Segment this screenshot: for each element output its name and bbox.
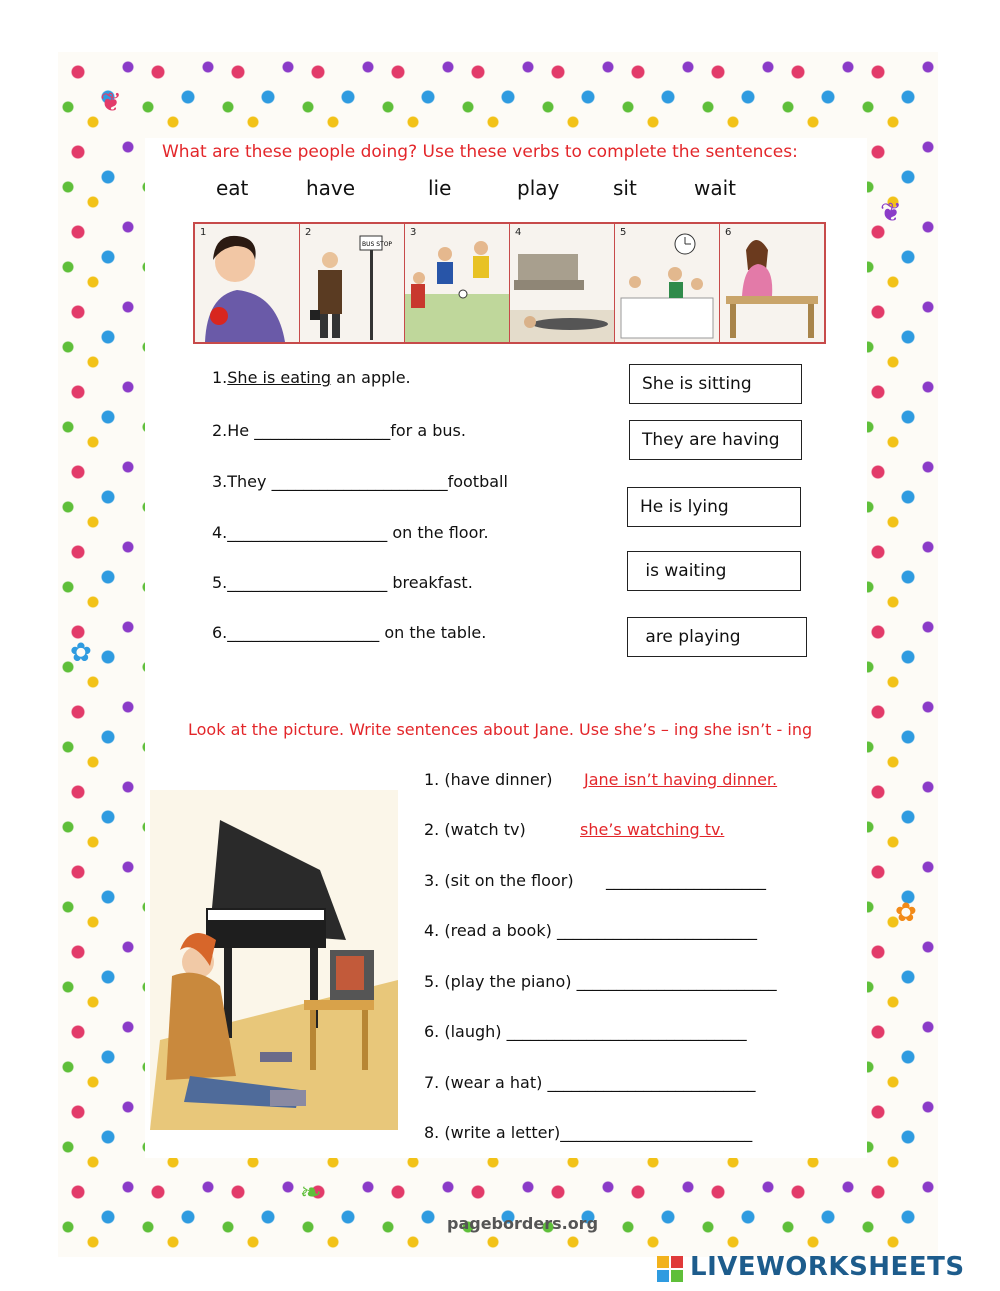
sentence-end: on the table. [379, 623, 487, 642]
butterfly-icon: ❦ [880, 198, 902, 228]
answer-box-they-are-having[interactable]: They are having [629, 420, 802, 460]
woman-eating-apple-illustration [195, 224, 299, 342]
panel-number: 4 [515, 227, 522, 238]
section2-instruction: Look at the picture. Write sentences about Jane. Use she’s – ing she isn’t - ing [188, 720, 813, 739]
item-prompt: 7. (wear a hat) [424, 1073, 543, 1092]
brand-name: LIVEWORKSHEETS [690, 1252, 965, 1282]
item-7 [424, 1073, 755, 1092]
verb-sit: sit [613, 176, 637, 200]
answer-blank-item-5[interactable]: _________________________ [576, 972, 777, 991]
item-8 [424, 1123, 752, 1142]
flower-icon: ✿ [70, 638, 92, 668]
verb-wait: wait [694, 176, 737, 200]
answer-box-are-playing[interactable]: are playing [627, 617, 807, 657]
man-lying-floor-illustration [510, 224, 614, 342]
man-waiting-bus-illustration [300, 224, 404, 342]
butterfly-icon: ❦ [100, 88, 122, 118]
item-prompt: 8. (write a letter) [424, 1123, 561, 1142]
answer-blank-6[interactable]: ___________________ [227, 623, 380, 642]
item-1 [424, 770, 778, 789]
panel-number: 5 [620, 227, 627, 238]
sentence-end: on the floor. [387, 523, 489, 542]
verb-eat: eat [216, 176, 249, 200]
section1-instruction: What are these people doing? Use these verbs to complete the sentences: [162, 142, 798, 162]
panel-number: 1 [200, 227, 207, 238]
sentence-start: 2.He [212, 421, 255, 440]
picture-panel-5 [615, 224, 720, 342]
boys-playing-football-illustration [405, 224, 509, 342]
verb-lie: lie [428, 176, 452, 200]
verb-play: play [517, 176, 560, 200]
sentence-2 [212, 421, 466, 440]
picture-strip [193, 222, 826, 344]
answer-text-1[interactable]: Jane isn’t having dinner. [584, 770, 778, 789]
item-4 [424, 921, 757, 940]
answer-blank-item-3[interactable]: ____________________ [606, 871, 766, 890]
answer-text-2[interactable]: she’s watching tv. [580, 820, 725, 839]
answer-blank-item-7[interactable]: __________________________ [547, 1073, 756, 1092]
answer-blank-item-6[interactable]: ______________________________ [506, 1022, 747, 1041]
liveworksheets-logo-icon [657, 1256, 683, 1282]
sentence-start: 4. [212, 523, 228, 542]
item-prompt: 5. (play the piano) [424, 972, 572, 991]
woman-sitting-table-illustration [720, 224, 824, 342]
sentence-end: for a bus. [390, 421, 466, 440]
answer-blank-2[interactable]: _________________ [254, 421, 391, 440]
item-prompt: 3. (sit on the floor) [424, 871, 574, 890]
sentence-3 [212, 472, 508, 491]
item-5 [424, 972, 777, 991]
sentence-start: 6. [212, 623, 228, 642]
sentence-1 [212, 368, 411, 387]
bus-stop-sign: BUS STOP [362, 241, 393, 248]
item-3 [424, 871, 766, 890]
item-prompt: 4. (read a book) [424, 921, 552, 940]
answer-blank-3[interactable]: ______________________ [271, 472, 448, 491]
picture-panel-6 [720, 224, 824, 342]
sentence-4 [212, 523, 489, 542]
picture-panel-4 [510, 224, 615, 342]
answer-blank-4[interactable]: ____________________ [227, 523, 388, 542]
sentence-end: football [447, 472, 508, 491]
verb-have: have [306, 176, 356, 200]
panel-number: 2 [305, 227, 312, 238]
flower-icon: ✿ [895, 898, 917, 928]
panel-number: 3 [410, 227, 417, 238]
answer-blank-5[interactable]: ____________________ [227, 573, 388, 592]
item-2 [424, 820, 725, 839]
sentence-5 [212, 573, 473, 592]
answer-box-he-is-lying[interactable]: He is lying [627, 487, 801, 527]
sentence-start: 3.They [212, 472, 272, 491]
border-credit: pageborders.org [447, 1214, 599, 1233]
answer-box-is-waiting[interactable]: is waiting [627, 551, 801, 591]
answer-blank-item-4[interactable]: _________________________ [556, 921, 757, 940]
item-prompt: 6. (laugh) [424, 1022, 502, 1041]
example-answer: She is eating [227, 368, 332, 387]
panel-number: 6 [725, 227, 732, 238]
answer-blank-item-8[interactable]: ________________________ [560, 1123, 753, 1142]
sentence-start: 5. [212, 573, 228, 592]
sentence-end: an apple. [331, 368, 411, 387]
leaf-icon: ❧ [300, 1178, 322, 1208]
picture-panel-3 [405, 224, 510, 342]
item-6 [424, 1022, 747, 1041]
item-prompt: 2. (watch tv) [424, 820, 526, 839]
family-breakfast-illustration [615, 224, 719, 342]
sentence-number: 1. [212, 368, 228, 387]
sentence-end: breakfast. [387, 573, 473, 592]
jane-piano-illustration [150, 790, 398, 1130]
picture-panel-2 [300, 224, 405, 342]
sentence-6 [212, 623, 486, 642]
item-prompt: 1. (have dinner) [424, 770, 553, 789]
answer-box-she-is-sitting[interactable]: She is sitting [629, 364, 802, 404]
picture-panel-1 [195, 224, 300, 342]
